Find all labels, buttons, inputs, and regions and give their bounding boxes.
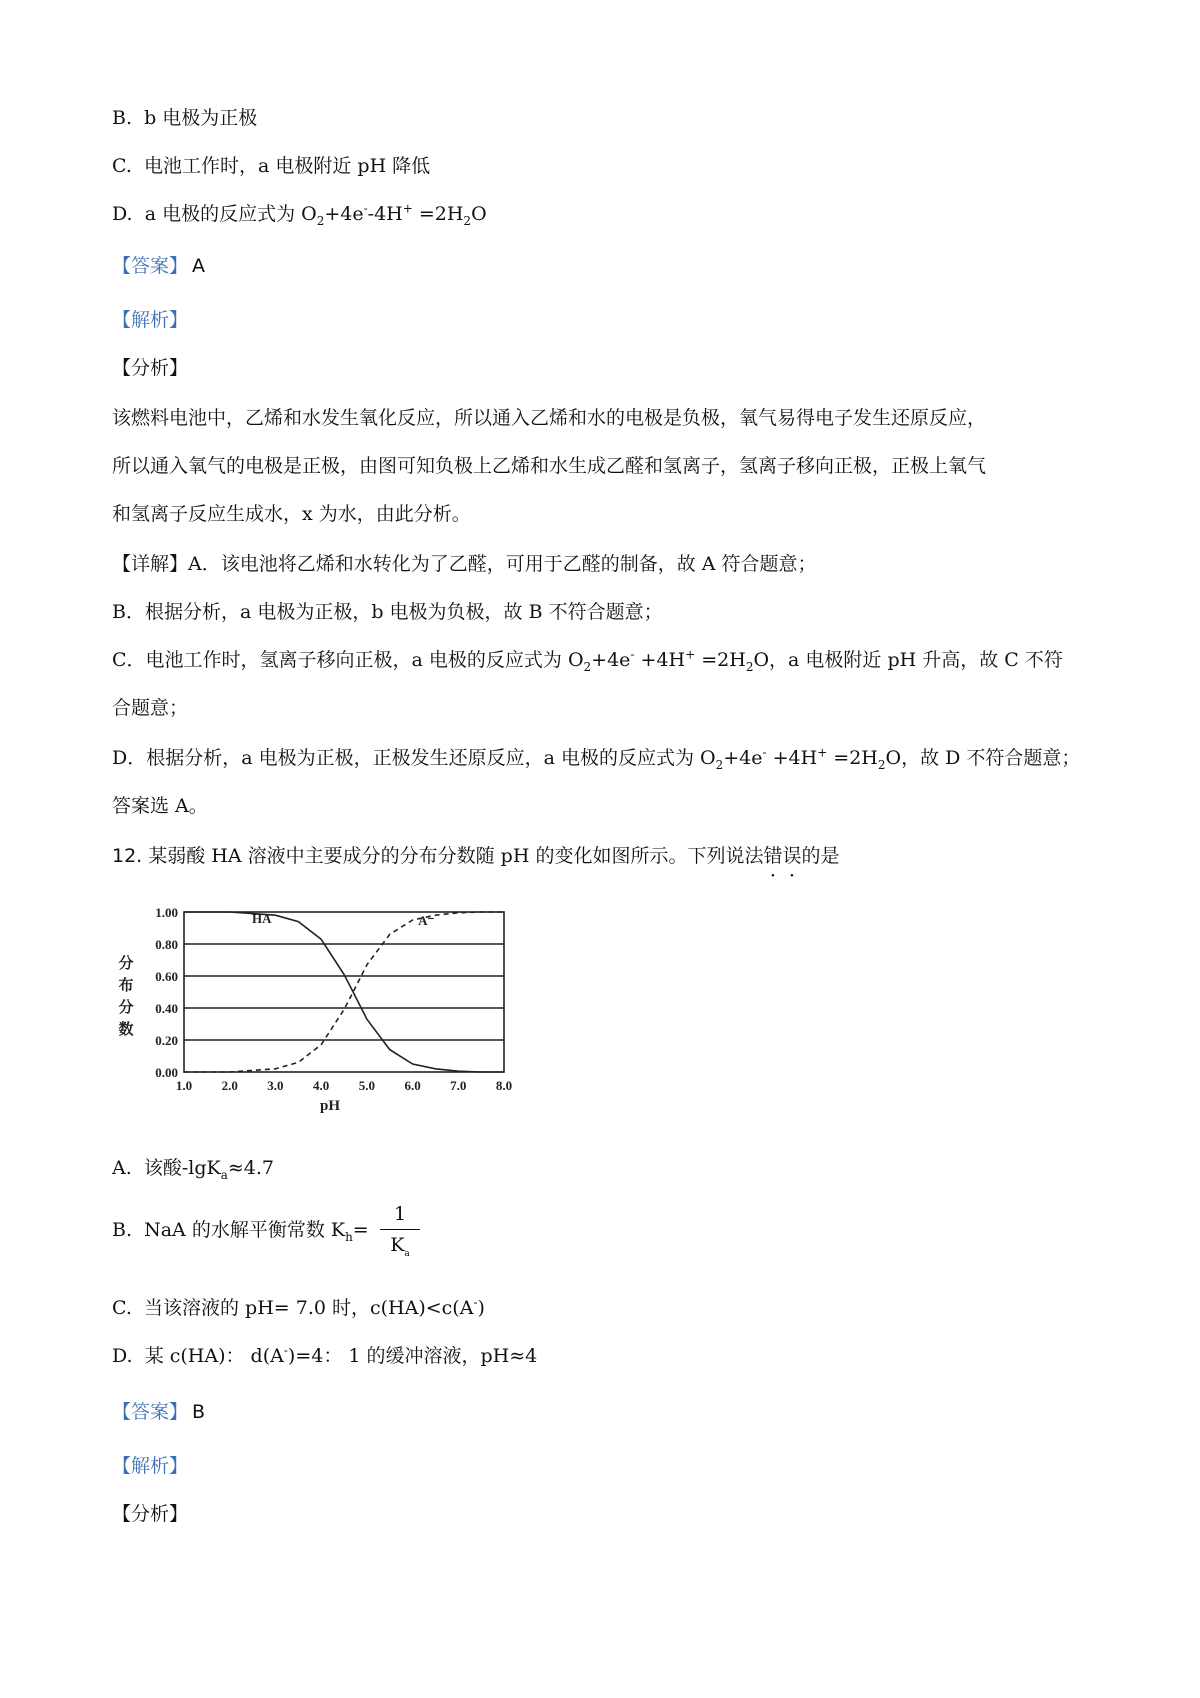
x-tick-label: 1.0 bbox=[175, 1078, 193, 1093]
option-c-prev bbox=[112, 152, 430, 180]
y-tick-label: 1.00 bbox=[155, 905, 178, 920]
superscript: + bbox=[402, 201, 413, 216]
subscript: a bbox=[220, 1167, 228, 1182]
option-c-12 bbox=[112, 1294, 485, 1322]
option-letter: D. bbox=[112, 1345, 133, 1367]
option-letter: C. bbox=[112, 1297, 132, 1319]
option-text: a 电极的反应式为 O bbox=[144, 203, 317, 225]
emphasis-char: 误 bbox=[782, 845, 802, 867]
formula-part: =2H bbox=[827, 747, 878, 769]
superscript: - bbox=[762, 745, 767, 760]
detail-text: D．根据分析，a 电极为正极，正极发生还原反应，a 电极的反应式为 O bbox=[112, 747, 716, 769]
y-tick-label: 0.80 bbox=[155, 937, 178, 952]
answer-1 bbox=[112, 252, 205, 280]
option-text: ) bbox=[477, 1297, 485, 1319]
option-text: 当该溶液的 pH= 7.0 时，c(HA)<c(A bbox=[144, 1297, 474, 1319]
x-tick-label: 3.0 bbox=[267, 1078, 284, 1093]
answer-2 bbox=[112, 1398, 205, 1426]
superscript: + bbox=[817, 745, 828, 760]
option-a-12 bbox=[112, 1154, 274, 1182]
option-text: b 电极为正极 bbox=[144, 107, 258, 129]
series-line-ha bbox=[184, 912, 504, 1072]
y-axis-label-char: 分 bbox=[118, 954, 134, 972]
option-letter: C. bbox=[112, 155, 132, 177]
subscript: a bbox=[404, 1248, 410, 1259]
y-axis-label-char: 数 bbox=[118, 1020, 134, 1038]
option-d-prev bbox=[112, 200, 487, 228]
option-text: 电池工作时，a 电极附近 pH 降低 bbox=[144, 155, 431, 177]
series-label-ha: HA bbox=[251, 911, 272, 927]
formula-part: =2H bbox=[695, 649, 746, 671]
y-tick-label: 0.00 bbox=[155, 1065, 178, 1080]
option-d-12 bbox=[112, 1342, 537, 1370]
answer-value: B bbox=[192, 1401, 206, 1423]
analysis-tag-2: 【解析】 bbox=[112, 1455, 189, 1477]
question-text: 某弱酸 HA 溶液中主要成分的分布分数随 pH 的变化如图所示。下列说法 bbox=[142, 845, 764, 867]
fraction-numerator: 1 bbox=[393, 1203, 407, 1225]
formula-part: +4e bbox=[723, 747, 763, 769]
option-letter: B. bbox=[112, 107, 133, 129]
option-b-prev bbox=[112, 104, 257, 132]
option-b-12 bbox=[112, 1216, 369, 1244]
detail-line-2: B．根据分析，a 电极为正极，b 电极为负极，故 B 不符合题意； bbox=[112, 601, 663, 623]
den-text: K bbox=[390, 1234, 405, 1256]
formula-part: O bbox=[471, 203, 487, 225]
fraction-denominator bbox=[380, 1232, 420, 1258]
option-text: ≈4.7 bbox=[227, 1157, 275, 1179]
superscript: - bbox=[363, 201, 368, 216]
analysis-line-1: 该燃料电池中，乙烯和水发生氧化反应，所以通入乙烯和水的电极是负极，氧气易得电子发生还原反应， bbox=[112, 407, 987, 429]
option-text: )=4： 1 的缓冲溶液，pH≈4 bbox=[287, 1345, 538, 1367]
subscript: 2 bbox=[745, 659, 754, 674]
question-12 bbox=[112, 842, 840, 870]
y-axis-label-char: 分 bbox=[118, 998, 134, 1016]
detail-text: ，故 D 不符合题意； bbox=[901, 747, 1081, 769]
emphasis-char: 错 bbox=[763, 845, 783, 867]
subscript: 2 bbox=[316, 213, 325, 228]
question-number: 12. bbox=[112, 845, 143, 867]
option-text: = bbox=[352, 1219, 369, 1241]
formula-part: =2H bbox=[412, 203, 464, 225]
detail-line-3 bbox=[112, 646, 1063, 674]
y-axis-label-char: 布 bbox=[118, 976, 134, 994]
x-tick-label: 5.0 bbox=[358, 1078, 375, 1093]
fenxi-tag: 【分析】 bbox=[112, 357, 189, 379]
answer-tag: 【答案】 bbox=[112, 1401, 189, 1423]
superscript: + bbox=[685, 647, 696, 662]
superscript: - bbox=[630, 647, 635, 662]
x-tick-label: 4.0 bbox=[313, 1078, 330, 1093]
detail-line-6: 答案选 A。 bbox=[112, 795, 208, 817]
subscript: 2 bbox=[583, 659, 592, 674]
plot-frame bbox=[184, 912, 504, 1072]
x-axis-label: pH bbox=[319, 1098, 341, 1114]
detail-line-1: 【详解】A．该电池将乙烯和水转化为了乙醛，可用于乙醛的制备，故 A 符合题意； bbox=[112, 553, 817, 575]
question-text: 的是 bbox=[801, 845, 840, 867]
fenxi-tag-2: 【分析】 bbox=[112, 1503, 189, 1525]
detail-line-5 bbox=[112, 744, 1080, 772]
option-text: NaA 的水解平衡常数 K bbox=[144, 1219, 346, 1241]
distribution-chart bbox=[112, 896, 512, 1132]
x-tick-label: 8.0 bbox=[495, 1078, 512, 1093]
formula-part: O bbox=[753, 649, 770, 671]
subscript: h bbox=[345, 1229, 353, 1244]
formula-part: +4e bbox=[324, 203, 364, 225]
analysis-line-3: 和氢离子反应生成水，x 为水，由此分析。 bbox=[112, 503, 471, 525]
option-letter: A. bbox=[112, 1157, 132, 1179]
subscript: 2 bbox=[715, 757, 724, 772]
x-tick-label: 7.0 bbox=[450, 1078, 467, 1093]
formula-part: +4H bbox=[634, 649, 686, 671]
subscript: 2 bbox=[463, 213, 472, 228]
analysis-line-2: 所以通入氧气的电极是正极，由图可知负极上乙烯和水生成乙醛和氢离子，氢离子移向正极，正极上氧气 bbox=[112, 455, 987, 477]
y-tick-label: 0.60 bbox=[155, 969, 178, 984]
superscript: - bbox=[283, 1343, 288, 1358]
y-tick-label: 0.40 bbox=[155, 1001, 178, 1016]
series-label-a-minus: A⁻ bbox=[418, 912, 435, 928]
x-tick-label: 2.0 bbox=[221, 1078, 238, 1093]
formula-part: +4H bbox=[766, 747, 818, 769]
detail-text: ，a 电极附近 pH 升高，故 C 不符 bbox=[769, 649, 1063, 671]
subscript: 2 bbox=[877, 757, 886, 772]
x-tick-label: 6.0 bbox=[404, 1078, 421, 1093]
answer-value: A bbox=[192, 255, 206, 277]
detail-line-4: 合题意； bbox=[112, 697, 189, 719]
detail-text: C．电池工作时，氢离子移向正极，a 电极的反应式为 O bbox=[112, 649, 584, 671]
analysis-tag: 【解析】 bbox=[112, 309, 189, 331]
option-letter: D. bbox=[112, 203, 133, 225]
superscript: - bbox=[473, 1295, 478, 1310]
option-letter: B. bbox=[112, 1219, 133, 1241]
y-tick-label: 0.20 bbox=[155, 1033, 178, 1048]
formula-part: O bbox=[885, 747, 902, 769]
fraction bbox=[380, 1201, 420, 1258]
answer-tag: 【答案】 bbox=[112, 255, 189, 277]
option-text: 某 c(HA)： d(A bbox=[144, 1345, 284, 1367]
formula-part: +4e bbox=[591, 649, 631, 671]
series-line-a-minus bbox=[184, 912, 504, 1072]
option-text: 该酸-lgK bbox=[143, 1157, 221, 1179]
formula-part: -4H bbox=[367, 203, 403, 225]
fraction-bar bbox=[380, 1229, 420, 1230]
